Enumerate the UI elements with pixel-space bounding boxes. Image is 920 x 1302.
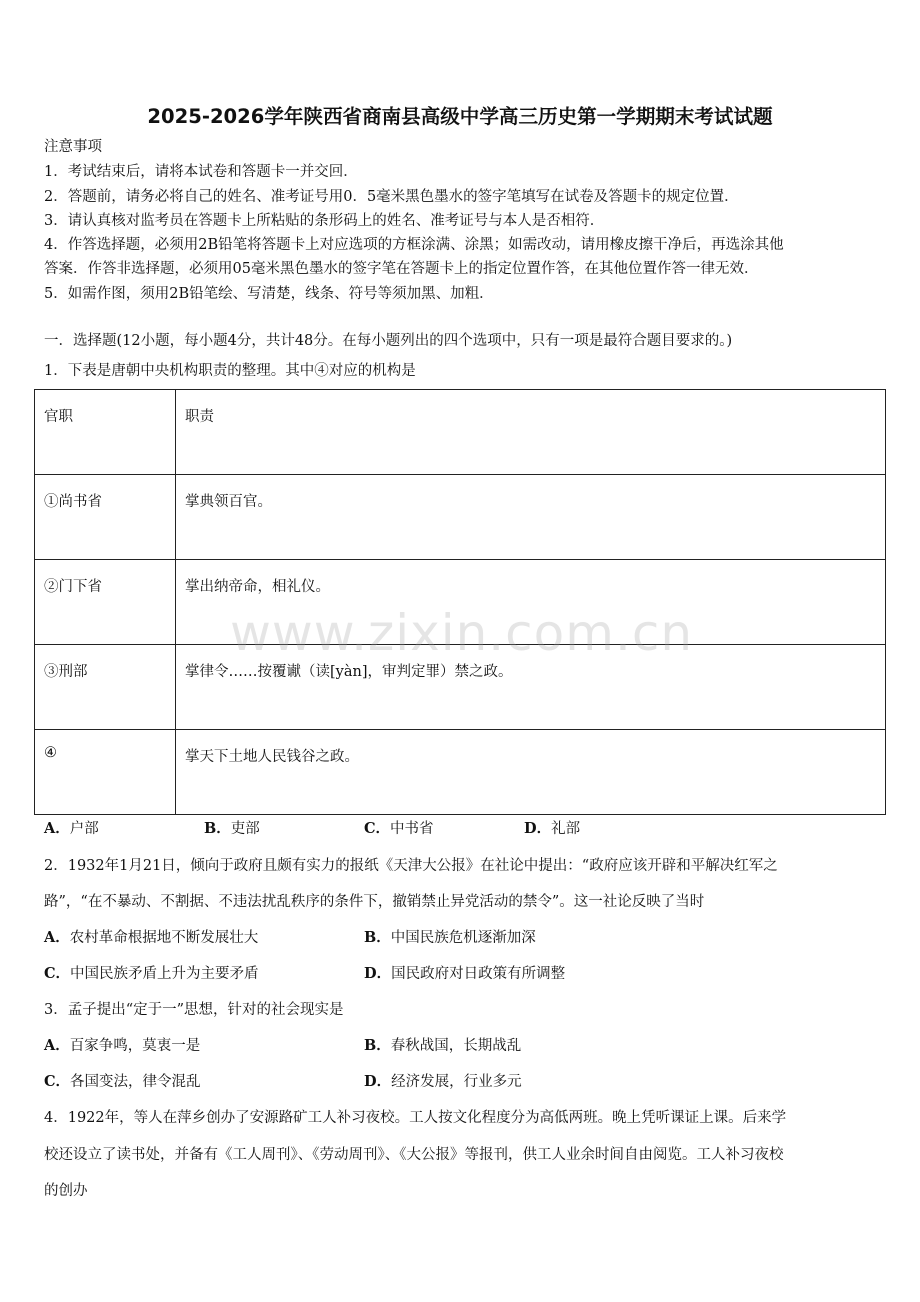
table-header-cell: 职责	[176, 390, 886, 475]
question-2-stem: 路”，“在不暴动、不割据、不违法扰乱秩序的条件下，撤销禁止异党活动的禁令”。这一社论反映了当时	[44, 894, 705, 910]
table-cell-duty: 掌律令……按覆谳（读[yàn]，审判定罪）禁之政。	[176, 645, 886, 730]
q2-option-d: D．国民政府对日政策有所调整	[364, 965, 566, 982]
q3-option-b: B．春秋战国，长期战乱	[364, 1037, 522, 1054]
question-4-stem: 校还设立了读书处，并备有《工人周刊》、《劳动周刊》、《大公报》等报刊，供工人业余时间自由阅览。工人补习夜校	[44, 1147, 784, 1163]
q3-option-c: C．各国变法，律令混乱	[44, 1073, 201, 1090]
q3-option-a: A．百家争鸣，莫衷一是	[44, 1037, 201, 1054]
q1-option-d: D．礼部	[524, 820, 581, 837]
table-row	[35, 645, 886, 730]
notice-item: 5．如需作图，须用2B铅笔绘、写清楚，线条、符号等须加黑、加粗．	[44, 286, 494, 302]
question-2-stem: 2．1932年1月21日，倾向于政府且颇有实力的报纸《天津大公报》在社论中提出：“政府应该开辟和平解决红军之	[44, 858, 778, 874]
table-row	[35, 475, 886, 560]
table-row	[35, 560, 886, 645]
page-title: 2025-2026学年陕西省商南县高级中学高三历史第一学期期末考试试题	[147, 105, 773, 128]
notice-item: 1．考试结束后，请将本试卷和答题卡一并交回．	[44, 164, 358, 180]
table-cell-office: ③刑部	[35, 645, 176, 730]
notice-item: 2．答题前，请务必将自己的姓名、准考证号用0．5毫米黑色墨水的签字笔填写在试卷及答题卡的规定位置．	[44, 189, 739, 205]
q1-option-c: C．中书省	[364, 820, 434, 837]
question-3-stem: 3．孟子提出“定于一”思想，针对的社会现实是	[44, 1002, 344, 1018]
notice-heading: 注意事项	[44, 139, 102, 155]
notice-item: 4．作答选择题，必须用2B铅笔将答题卡上对应选项的方框涂满、涂黑；如需改动，请用橡皮擦干净后，再选涂其他	[44, 237, 784, 253]
watermark: www.zixin.com.cn	[230, 604, 694, 662]
table-cell-office: ④	[35, 730, 176, 815]
table-header-cell: 官职	[35, 390, 176, 475]
duty-table	[34, 389, 886, 815]
table-cell-duty: 掌出纳帝命，相礼仪。	[176, 560, 886, 645]
q1-option-b: B．吏部	[204, 820, 260, 837]
q2-option-a: A．农村革命根据地不断发展壮大	[44, 929, 259, 946]
q1-option-a: A．户部	[44, 820, 99, 837]
notice-item: 答案．作答非选择题，必须用05毫米黑色墨水的签字笔在答题卡上的指定位置作答，在其他位置作答一律无效．	[44, 261, 759, 277]
table-row	[35, 730, 886, 815]
table-cell-office: ②门下省	[35, 560, 176, 645]
section-heading: 一．选择题(12小题，每小题4分，共计48分。在每小题列出的四个选项中，只有一项是最符合题目要求的。)	[44, 333, 733, 349]
question-4-stem: 的创办	[44, 1183, 88, 1199]
question-1-stem: 1．下表是唐朝中央机构职责的整理。其中④对应的机构是	[44, 363, 416, 379]
notice-item: 3．请认真核对监考员在答题卡上所粘贴的条形码上的姓名、准考证号与本人是否相符．	[44, 213, 605, 229]
table-cell-duty: 掌典领百官。	[176, 475, 886, 560]
q3-option-d: D．经济发展，行业多元	[364, 1073, 522, 1090]
q2-option-b: B．中国民族危机逐渐加深	[364, 929, 536, 946]
table-cell-duty: 掌天下土地人民钱谷之政。	[176, 730, 886, 815]
q2-option-c: C．中国民族矛盾上升为主要矛盾	[44, 965, 259, 982]
question-4-stem: 4．1922年，等人在萍乡创办了安源路矿工人补习夜校。工人按文化程度分为高低两班。晚上凭听课证上课。后来学	[44, 1110, 787, 1126]
table-cell-office: ①尚书省	[35, 475, 176, 560]
table-header-row	[35, 390, 886, 475]
